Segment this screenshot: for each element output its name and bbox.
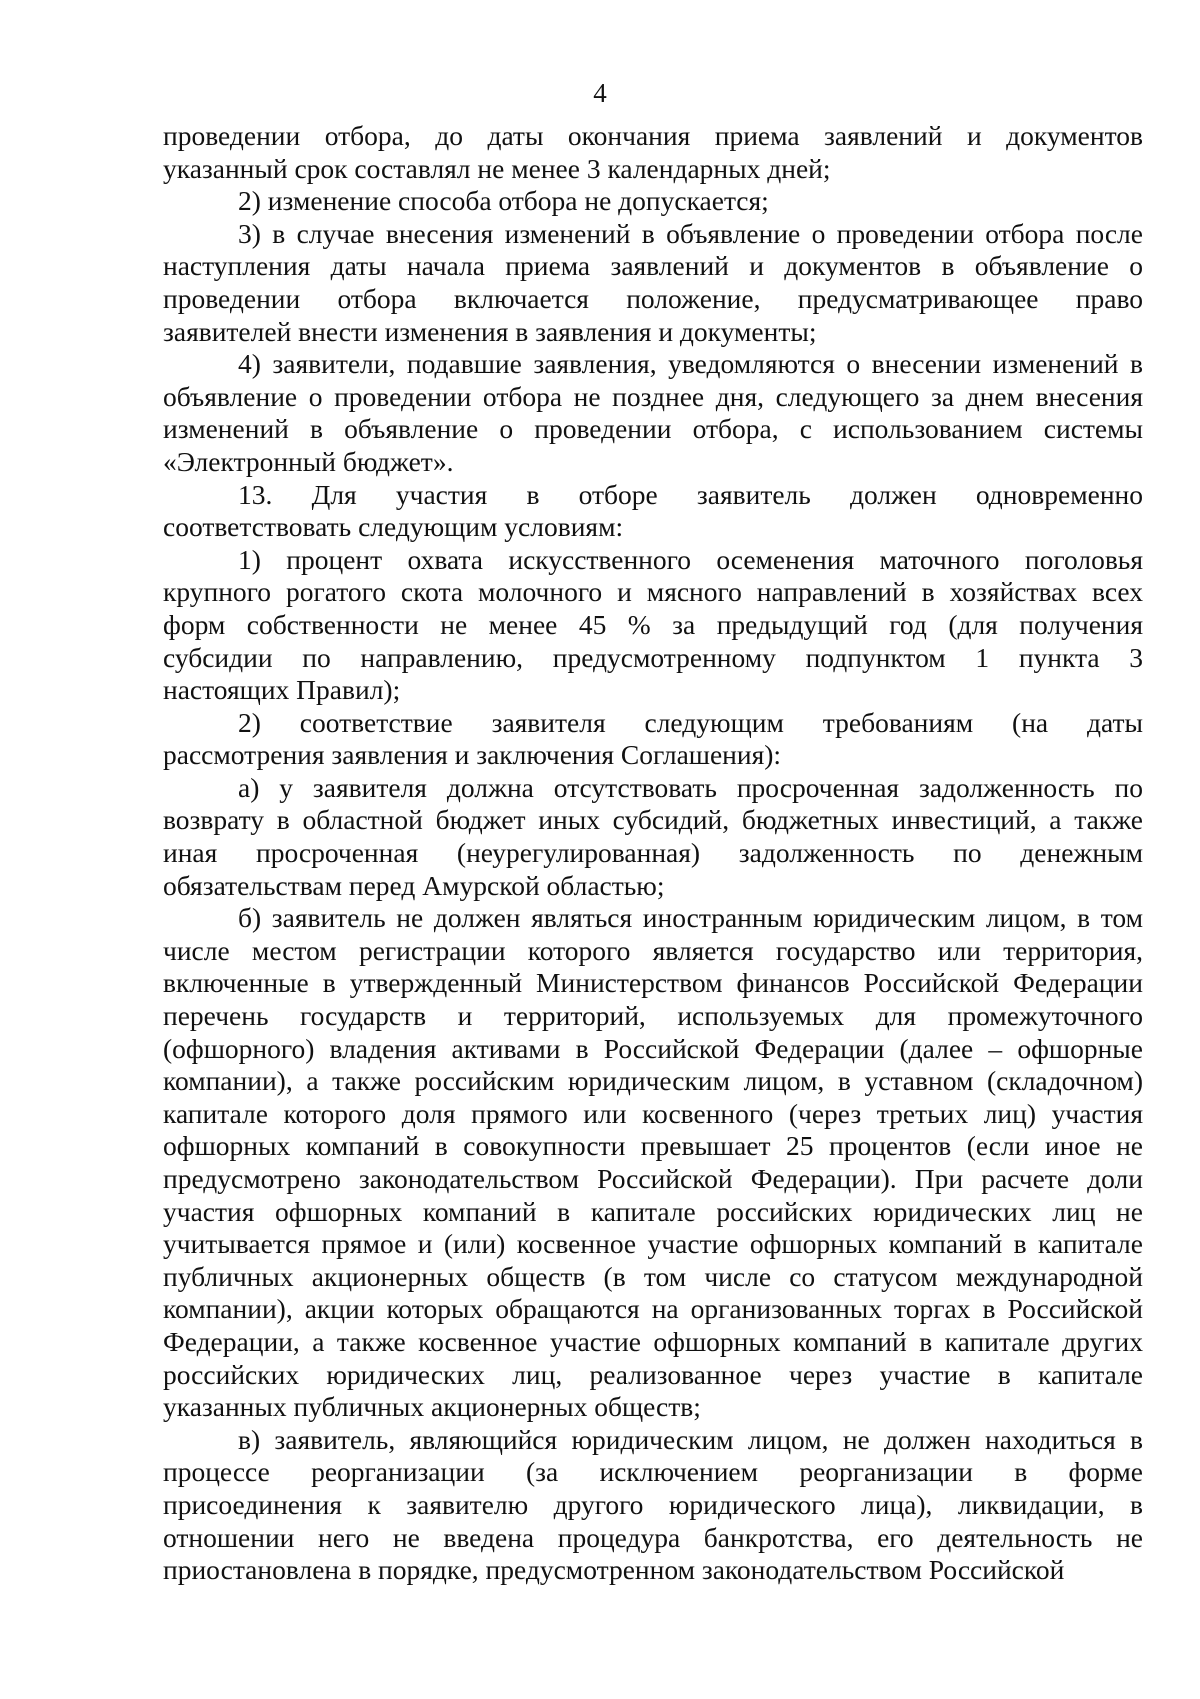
text-line: числе местом регистрации которого является государство или территория, (163, 934, 1143, 966)
paragraph-item-13-2-a (163, 772, 1143, 902)
text-line: 1) процент охвата искусственного осеменения маточного поголовья (238, 543, 1143, 575)
text-line: обязательствам перед Амурской областью; (163, 869, 665, 901)
text-line: компании), акции которых обращаются на организованных торгах в Российской (163, 1293, 1143, 1325)
text-line: возврату в областной бюджет иных субсидий, бюджетных инвестиций, а также (163, 804, 1143, 836)
text-line: настоящих Правил); (163, 674, 401, 706)
text-line: процессе реорганизации (за исключением реорганизации в форме (163, 1456, 1143, 1488)
text-line: изменений в объявление о проведении отбора, с использованием системы (163, 413, 1143, 445)
text-line: б) заявитель не должен являться иностранным юридическим лицом, в том (238, 902, 1143, 934)
text-line: участия офшорных компаний в капитале российских юридических лиц не (163, 1195, 1143, 1227)
text-line: указанный срок составлял не менее 3 календарных дней; (163, 152, 831, 184)
text-line: Федерации, а также косвенное участие офшорных компаний в капитале других (163, 1325, 1143, 1357)
text-line: субсидии по направлению, предусмотренному подпунктом 1 пункта 3 (163, 641, 1143, 673)
text-line: предусмотрено законодательством Российской Федерации). При расчете доли (163, 1163, 1143, 1194)
text-line: 2) изменение способа отбора не допускается; (238, 185, 769, 217)
paragraph-item-13-2 (163, 707, 1143, 772)
text-line: объявление о проведении отбора не позднее дня, следующего за днем внесения (163, 380, 1143, 412)
text-line: приостановлена в порядке, предусмотренном законодательством Российской (163, 1554, 1065, 1586)
paragraph-item-12-3 (163, 218, 1143, 348)
text-line: «Электронный бюджет». (163, 445, 454, 477)
paragraph-item-13-2-v (163, 1424, 1143, 1587)
text-line: отношении него не введена процедура банкротства, его деятельность не (163, 1521, 1143, 1553)
paragraph-item-13-1 (163, 544, 1143, 707)
text-line: присоединения к заявителю другого юридического лица), ликвидации, в (163, 1488, 1143, 1520)
document-body (163, 120, 1143, 1587)
text-line: в) заявитель, являющийся юридическим лицом, не должен находиться в (238, 1423, 1143, 1455)
text-line: учитывается прямое и (или) косвенное участие офшорных компаний в капитале (163, 1228, 1143, 1260)
page-number: 4 (593, 78, 607, 108)
text-line: 4) заявители, подавшие заявления, уведомляются о внесении изменений в (238, 348, 1143, 380)
paragraph-item-12-2 (163, 185, 1143, 218)
text-line: офшорных компаний в совокупности превышает 25 процентов (если иное не (163, 1130, 1143, 1162)
text-line: рассмотрения заявления и заключения Соглашения): (163, 739, 782, 771)
text-line: (офшорного) владения активами в Российской Федерации (далее – офшорные (163, 1032, 1143, 1064)
paragraph-point-13 (163, 479, 1143, 544)
text-line: проведении отбора включается положение, предусматривающее право (163, 282, 1143, 314)
text-line: 13. Для участия в отборе заявитель должен одновременно (238, 478, 1143, 510)
text-line: 3) в случае внесения изменений в объявление о проведении отбора после (238, 217, 1143, 249)
text-line: а) у заявителя должна отсутствовать просроченная задолженность по (238, 771, 1143, 803)
text-line: компании), а также российским юридическим лицом, в уставном (складочном) (163, 1065, 1143, 1097)
text-line: публичных акционерных обществ (в том числе со статусом международной (163, 1260, 1143, 1292)
text-line: заявителей внести изменения в заявления и документы; (163, 315, 817, 347)
text-line: 2) соответствие заявителя следующим требованиям (на даты (238, 706, 1143, 738)
text-line: форм собственности не менее 45 % за предыдущий год (для получения (163, 608, 1143, 640)
text-line: иная просроченная (неурегулированная) задолженность по денежным (163, 837, 1143, 869)
text-line: капитале которого доля прямого или косвенного (через третьих лиц) участия (163, 1097, 1143, 1129)
text-line: проведении отбора, до даты окончания приема заявлений и документов (163, 120, 1143, 151)
text-line: наступления даты начала приема заявлений и документов в объявление о (163, 250, 1143, 282)
paragraph-item-12-4 (163, 348, 1143, 478)
paragraph-item-13-2-b (163, 902, 1143, 1424)
text-line: включенные в утвержденный Министерством финансов Российской Федерации (163, 967, 1143, 999)
text-line: перечень государств и территорий, используемых для промежуточного (163, 1000, 1143, 1032)
text-line: крупного рогатого скота молочного и мясного направлений в хозяйствах всех (163, 576, 1143, 608)
text-line: соответствовать следующим условиям: (163, 511, 624, 543)
paragraph-continuation (163, 120, 1143, 185)
text-line: российских юридических лиц, реализованное через участие в капитале (163, 1358, 1143, 1390)
text-line: указанных публичных акционерных обществ; (163, 1391, 701, 1423)
